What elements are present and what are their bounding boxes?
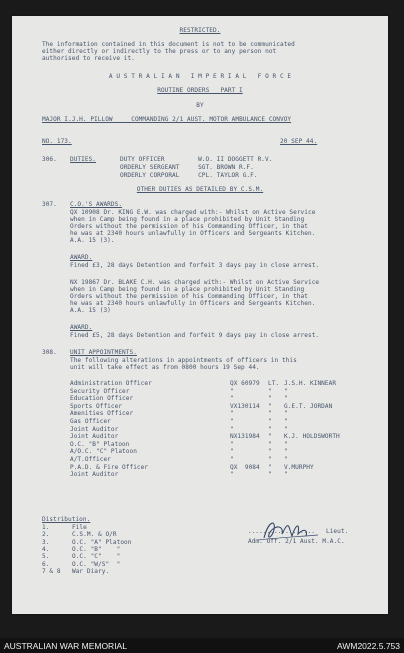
appointment-role: Sports Officer — [70, 402, 123, 410]
distribution-recipient: War Diary. — [72, 567, 110, 575]
award2-text: Fined £5, 28 days Detention and forfeit 9 days pay in close arrest. — [70, 332, 320, 339]
appointments-label: UNIT APPOINTMENTS. — [70, 349, 137, 356]
appointment-name: " — [284, 456, 288, 463]
appointment-rank: " — [268, 440, 272, 448]
appointment-number: " — [230, 456, 234, 463]
force-heading: A U S T R A L I A N I M P E R I A L F O R C E — [108, 73, 292, 80]
notice-line-1: The information contained in this document is not to be communicated — [42, 41, 295, 48]
appointment-name: " — [284, 448, 288, 456]
distribution-number: 4. — [42, 545, 50, 553]
appointment-role: Gas Officer — [70, 418, 111, 425]
appointment-name: V.MURPHY — [284, 463, 314, 471]
signature-title: Adm. Off. 2/1 Aust. M.A.C. — [248, 538, 345, 545]
award2-label: AWARD. — [70, 324, 93, 331]
appointment-name: " — [284, 395, 288, 403]
appointment-number: " — [230, 425, 234, 433]
appointment-name: " — [284, 425, 288, 433]
appointment-rank: " — [268, 402, 272, 410]
distribution-label: Distribution. — [42, 516, 91, 523]
case2-line-1: NX 19867 Dr. BLAKE C.H. was charged with:- Whilst on Active Service — [70, 279, 320, 286]
appointment-name: " — [284, 387, 288, 395]
appointment-number: VX130114 — [230, 402, 260, 410]
distribution-number: 6. — [42, 560, 50, 568]
award1-label: AWARD. — [70, 254, 93, 261]
appointment-number: " — [230, 471, 234, 479]
appointments-intro-1: The following alterations in appointments of officers in this — [70, 357, 297, 364]
crime-number: 307. — [42, 201, 57, 208]
duty-line-1: DUTY OFFICER W.O. II DOGGETT R.V. — [120, 156, 273, 163]
appointment-role: Joint Auditor — [70, 433, 119, 441]
case2-line-5: A.A. 15 (3) — [70, 307, 111, 314]
duty-line-2: ORDERLY SERGEANT SGT. BROWN R.F. — [120, 164, 254, 171]
distribution-recipient: O.C. "A" Platoon — [72, 538, 132, 546]
appointment-number: QX 60979 — [230, 380, 260, 387]
orders-title: ROUTINE ORDERS PART I — [157, 87, 243, 94]
order-number: NO. 173. — [42, 138, 72, 145]
appointment-role: A/T.Officer — [70, 456, 111, 463]
appointment-role: Education Officer — [70, 395, 134, 403]
case2-line-2: when in Camp being found in a place prohibited by Unit Standing — [70, 286, 305, 293]
footer-bar — [0, 638, 404, 653]
appointment-number: " — [230, 410, 234, 418]
appointment-rank: " — [268, 463, 272, 471]
appointment-name: " — [284, 418, 288, 425]
distribution-number: 3. — [42, 538, 50, 546]
appointment-number: QX 9084 — [230, 463, 260, 471]
appointment-rank: " — [268, 448, 272, 456]
appointment-name: K.J. HOLDSWORTH — [284, 433, 340, 441]
appointment-name: G.E.T. JORDAN — [284, 402, 333, 410]
case1-line-3: Orders without the permission of his Commanding Officer, in that — [70, 223, 308, 230]
distribution-number: 5. — [42, 553, 50, 561]
appointment-name: " — [284, 471, 288, 479]
case1-line-2: when in Camp being found in a place prohibited by Unit Standing — [70, 216, 305, 223]
appointment-number: " — [230, 418, 234, 425]
appointment-role: A/O.C. "C" Platoon — [70, 448, 137, 456]
notice-line-3: authorised to receive it. — [42, 55, 135, 62]
case1-line-4: he was at 2340 hours unlawfully in Officers and Sergeants Kitchen. — [70, 230, 316, 237]
appointment-name: " — [284, 410, 288, 418]
appointment-role: Amenities Officer — [70, 410, 134, 418]
appointment-role: Security Officer — [70, 387, 130, 395]
appointment-role: Joint Auditor — [70, 425, 119, 433]
appointment-role: Administration Officer — [70, 380, 152, 387]
notice-line-2: either directly or indirectly to the press or to any person not — [42, 48, 277, 55]
appointment-role: O.C. "B" Platoon — [70, 440, 130, 448]
appointment-role: P.A.D. & Fire Officer — [70, 463, 149, 471]
appointment-rank: " — [268, 456, 272, 463]
distribution-number: 1. — [42, 524, 50, 531]
duties-number: 306. — [42, 156, 57, 163]
appointments-number: 308. — [42, 349, 57, 356]
distribution-recipient: C.S.M. & O/R — [72, 531, 117, 539]
appointment-rank: " — [268, 471, 272, 479]
distribution-number: 7 & 8 — [42, 567, 61, 575]
distribution-recipient: O.C. "B" " — [72, 545, 121, 553]
appointment-number: " — [230, 448, 234, 456]
appointment-rank: " — [268, 425, 272, 433]
commander-line: MAJOR I.J.H. PILLOW COMMANDING 2/1 AUST. MOTOR AMBULANCE CONVOY — [42, 116, 292, 123]
appointment-name: J.S.H. KINNEAR — [284, 380, 337, 387]
document-page — [12, 16, 388, 614]
appointment-rank: " — [268, 410, 272, 418]
other-duties: OTHER DUTIES AS DETAILED BY C.S.M. — [136, 186, 264, 193]
appointment-number: NX131984 — [230, 433, 260, 441]
appointment-number: " — [230, 440, 234, 448]
appointments-intro-2: unit will take effect as from 0800 hours 19 Sep 44. — [70, 364, 260, 371]
restricted-heading: RESTRICTED. — [179, 27, 221, 34]
appointment-rank: " — [268, 433, 272, 441]
case2-line-3: Orders without the permission of his Commanding Officer, in that — [70, 293, 308, 300]
footer-source: AUSTRALIAN WAR MEMORIAL — [4, 641, 127, 651]
appointment-number: " — [230, 387, 234, 395]
appointment-rank: " — [268, 418, 272, 425]
appointment-number: " — [230, 395, 234, 403]
order-date: 20 SEP 44. — [280, 138, 318, 145]
distribution-recipient: O.C. "C" " — [72, 553, 121, 561]
case1-line-5: A.A. 15 (3). — [70, 237, 115, 244]
appointment-rank: " — [268, 387, 272, 395]
distribution-recipient: O.C. "W/S" " — [72, 560, 121, 568]
distribution-recipient: File — [72, 524, 87, 531]
case2-line-4: he was at 2340 hours unlawfully in Officers and Sergeants Kitchen. — [70, 300, 316, 307]
appointment-rank: " — [268, 395, 272, 403]
duties-label: DUTIES. — [70, 156, 97, 163]
signature-dots: .................. — [248, 528, 315, 535]
appointment-role: Joint Auditor — [70, 471, 119, 479]
crime-label: C.O.'S AWARDS. — [70, 201, 123, 208]
footer-accession: AWM2022.5.753 — [337, 641, 400, 651]
duty-line-3: ORDERLY CORPORAL CPL. TAYLOR G.F. — [120, 172, 258, 179]
case1-line-1: QX 10908 Dr. KING E.W. was charged with:- Whilst on Active Service — [70, 209, 316, 216]
signature-rank: Lieut. — [326, 528, 349, 535]
distribution-number: 2. — [42, 531, 50, 539]
appointment-name: " — [284, 440, 288, 448]
award1-text: Fined £3, 28 days Detention and forfeit 3 days pay in close arrest. — [70, 262, 320, 269]
appointment-rank: LT. — [268, 380, 280, 387]
by-label: BY — [196, 102, 204, 109]
